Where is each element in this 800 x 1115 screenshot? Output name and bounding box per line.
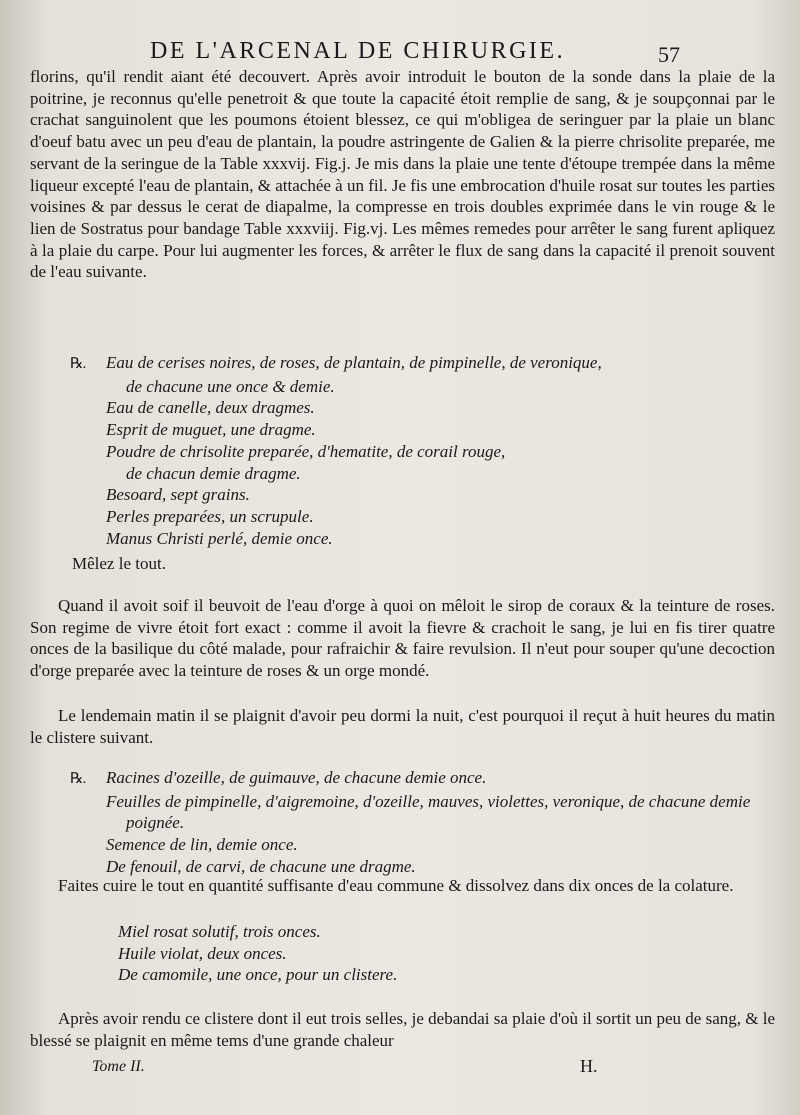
paragraph-5: Après avoir rendu ce clistere dont il eut trois selles, je debandai sa plaie d'où il sortit un peu de sang, & le blessé se plaignit en même tems d'une grande chaleur bbox=[30, 1009, 775, 1050]
recipe-3-line: De camomile, une once, pour un clistere. bbox=[118, 965, 398, 985]
recipe-1-line: de chacune une once & demie. bbox=[126, 376, 335, 396]
page-number: 57 bbox=[658, 42, 680, 67]
paragraph-3: Le lendemain matin il se plaignit d'avoir peu dormi la nuit, c'est pourquoi il reçut à huit heures du matin le clistere suivant. bbox=[30, 706, 775, 747]
volume-marker: Tome II. bbox=[92, 1058, 145, 1075]
recipe-3-line: Huile violat, deux onces. bbox=[118, 943, 287, 963]
recipe-1-closing: Mêlez le tout. bbox=[72, 554, 166, 573]
paragraph-2: Quand il avoit soif il beuvoit de l'eau d'orge à quoi on mêloit le sirop de coraux & la teinture de roses. Son regime de vivre étoit fort exact : comme il avoit la fievre & crachoit le sang, je lui en fis tirer quatre onces de la basilique du côté malade, pour rafraichir & faire revulsion. Il n'eut pour souper qu'une decoction d'orge preparée avec la teinture de roses & un orge mondé. bbox=[30, 596, 775, 681]
recipe-1-line: Manus Christi perlé, demie once. bbox=[106, 528, 333, 548]
paragraph-1: florins, qu'il rendit aiant été decouvert. Après avoir introduit le bouton de la sonde dans la plaie de la poitrine, je reconnus qu'elle penetroit & que toute la capacité étoit remplie de sang, & je soupçonnai par le crachat sanguinolent que les poumons étoient blessez, ce qui m'obligea de seringuer par la plaie un blanc d'oeuf batu avec un peu d'eau de plantain, la poudre astringente de Galien & la pierre chrisolite preparée, me servant de la seringue de la Table xxxvij. Fig.j. Je mis dans la plaie une tente d'étoupe trempée dans la même liqueur excepté l'eau de plantain, & attachée à un fil. Je fis une embrocation d'huile rosat sur toutes les parties voisines & par dessus le cerat de diapalme, la compresse en trois doubles exprimée dans le vin rouge & le lien de Sostratus pour bandage Table xxxviij. Fig.vj. Les mêmes remedes pour arrêter le sang furent apliquez à la plaie du carpe. Pour lui augmenter les forces, & arrêter le flux de sang dans la capacité il prenoit souvent de l'eau suivante. bbox=[30, 67, 775, 282]
paragraph-4: Faites cuire le tout en quantité suffisante d'eau commune & dissolvez dans dix onces de la colature. bbox=[58, 876, 734, 895]
recipe-3-line: Miel rosat solutif, trois onces. bbox=[118, 922, 321, 941]
recipe-1-line: Eau de canelle, deux dragmes. bbox=[106, 398, 315, 418]
running-title: DE L'ARCENAL DE CHIRURGIE. bbox=[150, 38, 566, 64]
recipe-2-line: Feuilles de pimpinelle, d'aigremoine, d'ozeille, mauves, violettes, veronique, de chacune demie poignée. bbox=[106, 791, 751, 833]
recipe-2-line: Semence de lin, demie once. bbox=[106, 835, 298, 855]
recipe-1-line: de chacun demie dragme. bbox=[126, 463, 301, 483]
recipe-1-line: Esprit de muguet, une dragme. bbox=[106, 420, 316, 440]
recipe-1-line: Perles preparées, un scrupule. bbox=[106, 506, 314, 526]
recipe-symbol: ℞. bbox=[70, 771, 86, 787]
recipe-2 bbox=[70, 767, 770, 878]
recipe-2-line: De fenouil, de carvi, de chacune une dragme. bbox=[106, 856, 416, 876]
recipe-1-line: ℞. Eau de cerises noires, de roses, de plantain, de pimpinelle, de veronique, bbox=[70, 352, 770, 376]
recipe-symbol: ℞. bbox=[70, 356, 86, 372]
page-footer bbox=[0, 1058, 800, 1082]
recipe-1-line: Poudre de chrisolite preparée, d'hematite, de corail rouge, bbox=[106, 441, 506, 461]
recipe-1-line: Besoard, sept grains. bbox=[106, 485, 250, 505]
signature-mark: H. bbox=[580, 1056, 598, 1076]
recipe-1 bbox=[70, 352, 770, 549]
recipe-3 bbox=[118, 921, 800, 986]
recipe-2-line: ℞. Racines d'ozeille, de guimauve, de chacune demie once. bbox=[70, 767, 770, 791]
